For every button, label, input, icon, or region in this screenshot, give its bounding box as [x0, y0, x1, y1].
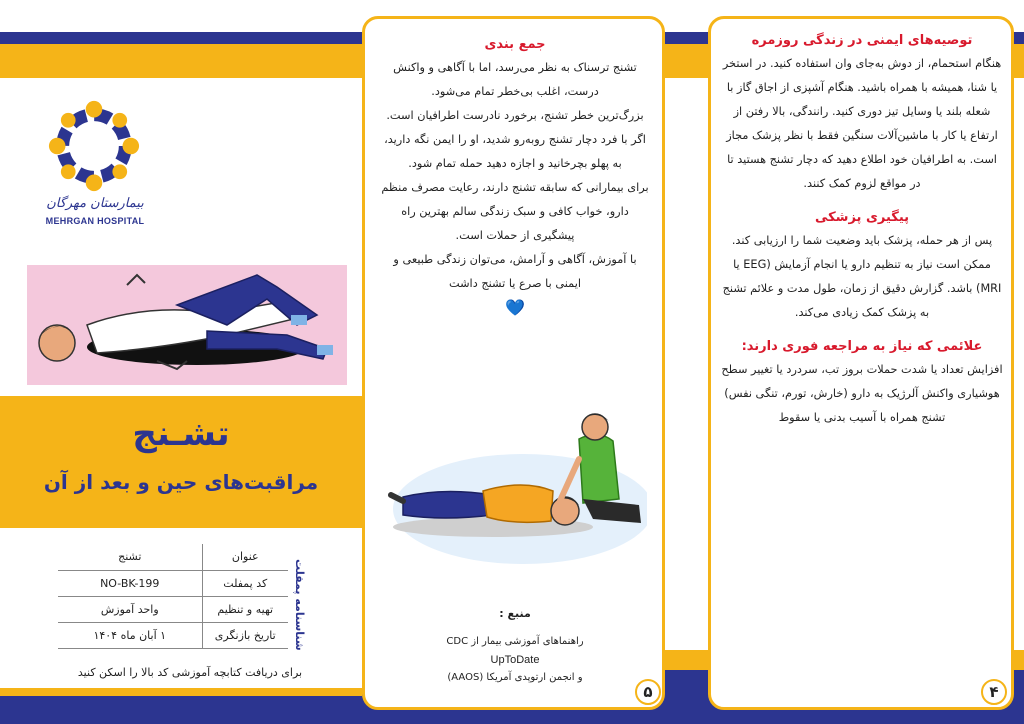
section-body: افزایش تعداد یا شدت حملات بروز تب، سردرد یا تغییر سطح هوشیاری واکنش آلرژیک به دارو (خارش، تورم، تنگی نفس) تشنج همراه با آسیب بدنی یا سقوط: [721, 363, 1003, 424]
cover-illustration: [27, 265, 347, 385]
safety-card: [708, 16, 1014, 710]
table-key: تاریخ بازنگری: [202, 622, 288, 648]
summary-heading: جمع‌ بندی: [484, 37, 546, 52]
logo-text-en: MEHRGAN HOSPITAL: [45, 216, 145, 226]
table-value: تشنج: [58, 544, 202, 570]
source-item: و انجمن ارتوپدی آمریکا (AAOS): [447, 672, 583, 683]
page-title: تشـنج: [132, 414, 230, 454]
summary-paragraph: تشنج ترسناک به نظر می‌رسد، اما با آگاهی و واکنش درست، اغلب بی‌خطر تمام می‌شود.: [393, 61, 637, 98]
sources-label: منبع :: [499, 607, 531, 620]
cover-panel: [0, 0, 362, 724]
section-body: هنگام استحمام، از دوش به‌جای وان استفاده کنید. در استخر یا شنا، همیشه با همراه باشید. هنگام آشپزی از اجاق گاز با شعله بلند یا وسایل تیز دوری کنید. رانندگی، بالا رفتن از ارتفاع یا کار با ماشین‌آلات سنگین فقط با نظر پزشک مجاز است. به اطرافیان خود اطلاع دهید که دچار تشنج هستید تا در مواقع لزوم کمک کنند.: [722, 57, 1002, 190]
table-row: [58, 570, 288, 596]
page-number: ۵: [635, 679, 661, 705]
source-item: راهنماهای آموزشی بیمار از CDC: [446, 636, 584, 647]
table-key: تهیه و تنظیم: [202, 596, 288, 622]
table-key: عنوان: [202, 544, 288, 570]
table-value: NO-BK-199: [58, 570, 202, 596]
page-number: ۴: [981, 679, 1007, 705]
urgent-signs-section: [721, 339, 1003, 430]
table-row: [58, 544, 288, 570]
section-body: پس از هر حمله، پزشک باید وضعیت شما را ارزیابی کند. ممکن است نیاز به تنظیم دارو یا انجام آزمایش (EEG یا MRI) باشد. گزارش دقیق از زمان، طول مدت و علائم تشنج به پزشک کمک زیادی می‌کند.: [722, 234, 1002, 319]
section-heading: علائمی که نیاز به مراجعه فوری دارند:: [741, 339, 983, 354]
table-value: واحد آموزش: [58, 596, 202, 622]
hospital-logo-icon: [48, 100, 140, 192]
heart-icon: 💙: [505, 298, 525, 317]
table-value: ۱ آبان ماه ۱۴۰۴: [58, 622, 202, 648]
summary-paragraph: برای بیمارانی که سابقه تشنج دارند، رعایت مصرف منظم دارو، خواب کافی و سبک زندگی سالم بهترین راه پیشگیری از حملات است.: [381, 181, 649, 242]
page-subtitle: مراقبت‌های حین و بعد از آن: [43, 470, 319, 494]
source-item: UpToDate: [490, 654, 540, 666]
table-row: [58, 622, 288, 648]
summary-card: [362, 16, 665, 710]
summary-paragraph: اگر با فرد دچار تشنج روبه‌رو شدید، او را ایمن نگه دارید، به پهلو بچرخانید و اجازه دهید حمله تمام شود.: [384, 133, 646, 170]
recovery-position-illustration: [383, 399, 647, 569]
table-row: [58, 596, 288, 622]
safety-section: [721, 33, 1003, 196]
pamphlet-id-table: [58, 544, 288, 649]
pamphlet-id-label: شناسنامه پمفلت: [293, 559, 306, 651]
sources-block: [405, 605, 625, 687]
section-heading: توصیه‌های ایمنی در زندگی روزمره: [751, 33, 973, 48]
table-key: کد پمفلت: [202, 570, 288, 596]
logo-text-fa: بیمارستان مهرگان: [46, 196, 144, 211]
summary-paragraph: بزرگ‌ترین خطر تشنج، برخورد نادرست اطرافیان است.: [386, 109, 644, 122]
summary-paragraph: با آموزش، آگاهی و آرامش، می‌توان زندگی طبیعی و ایمنی با صرع یا تشنج داشت: [393, 253, 637, 290]
scan-note: برای دریافت کتابچه آموزشی کد بالا را اسکن کنید: [77, 666, 303, 679]
section-heading: پیگیری پزشکی: [814, 210, 910, 225]
followup-section: [721, 210, 1003, 325]
